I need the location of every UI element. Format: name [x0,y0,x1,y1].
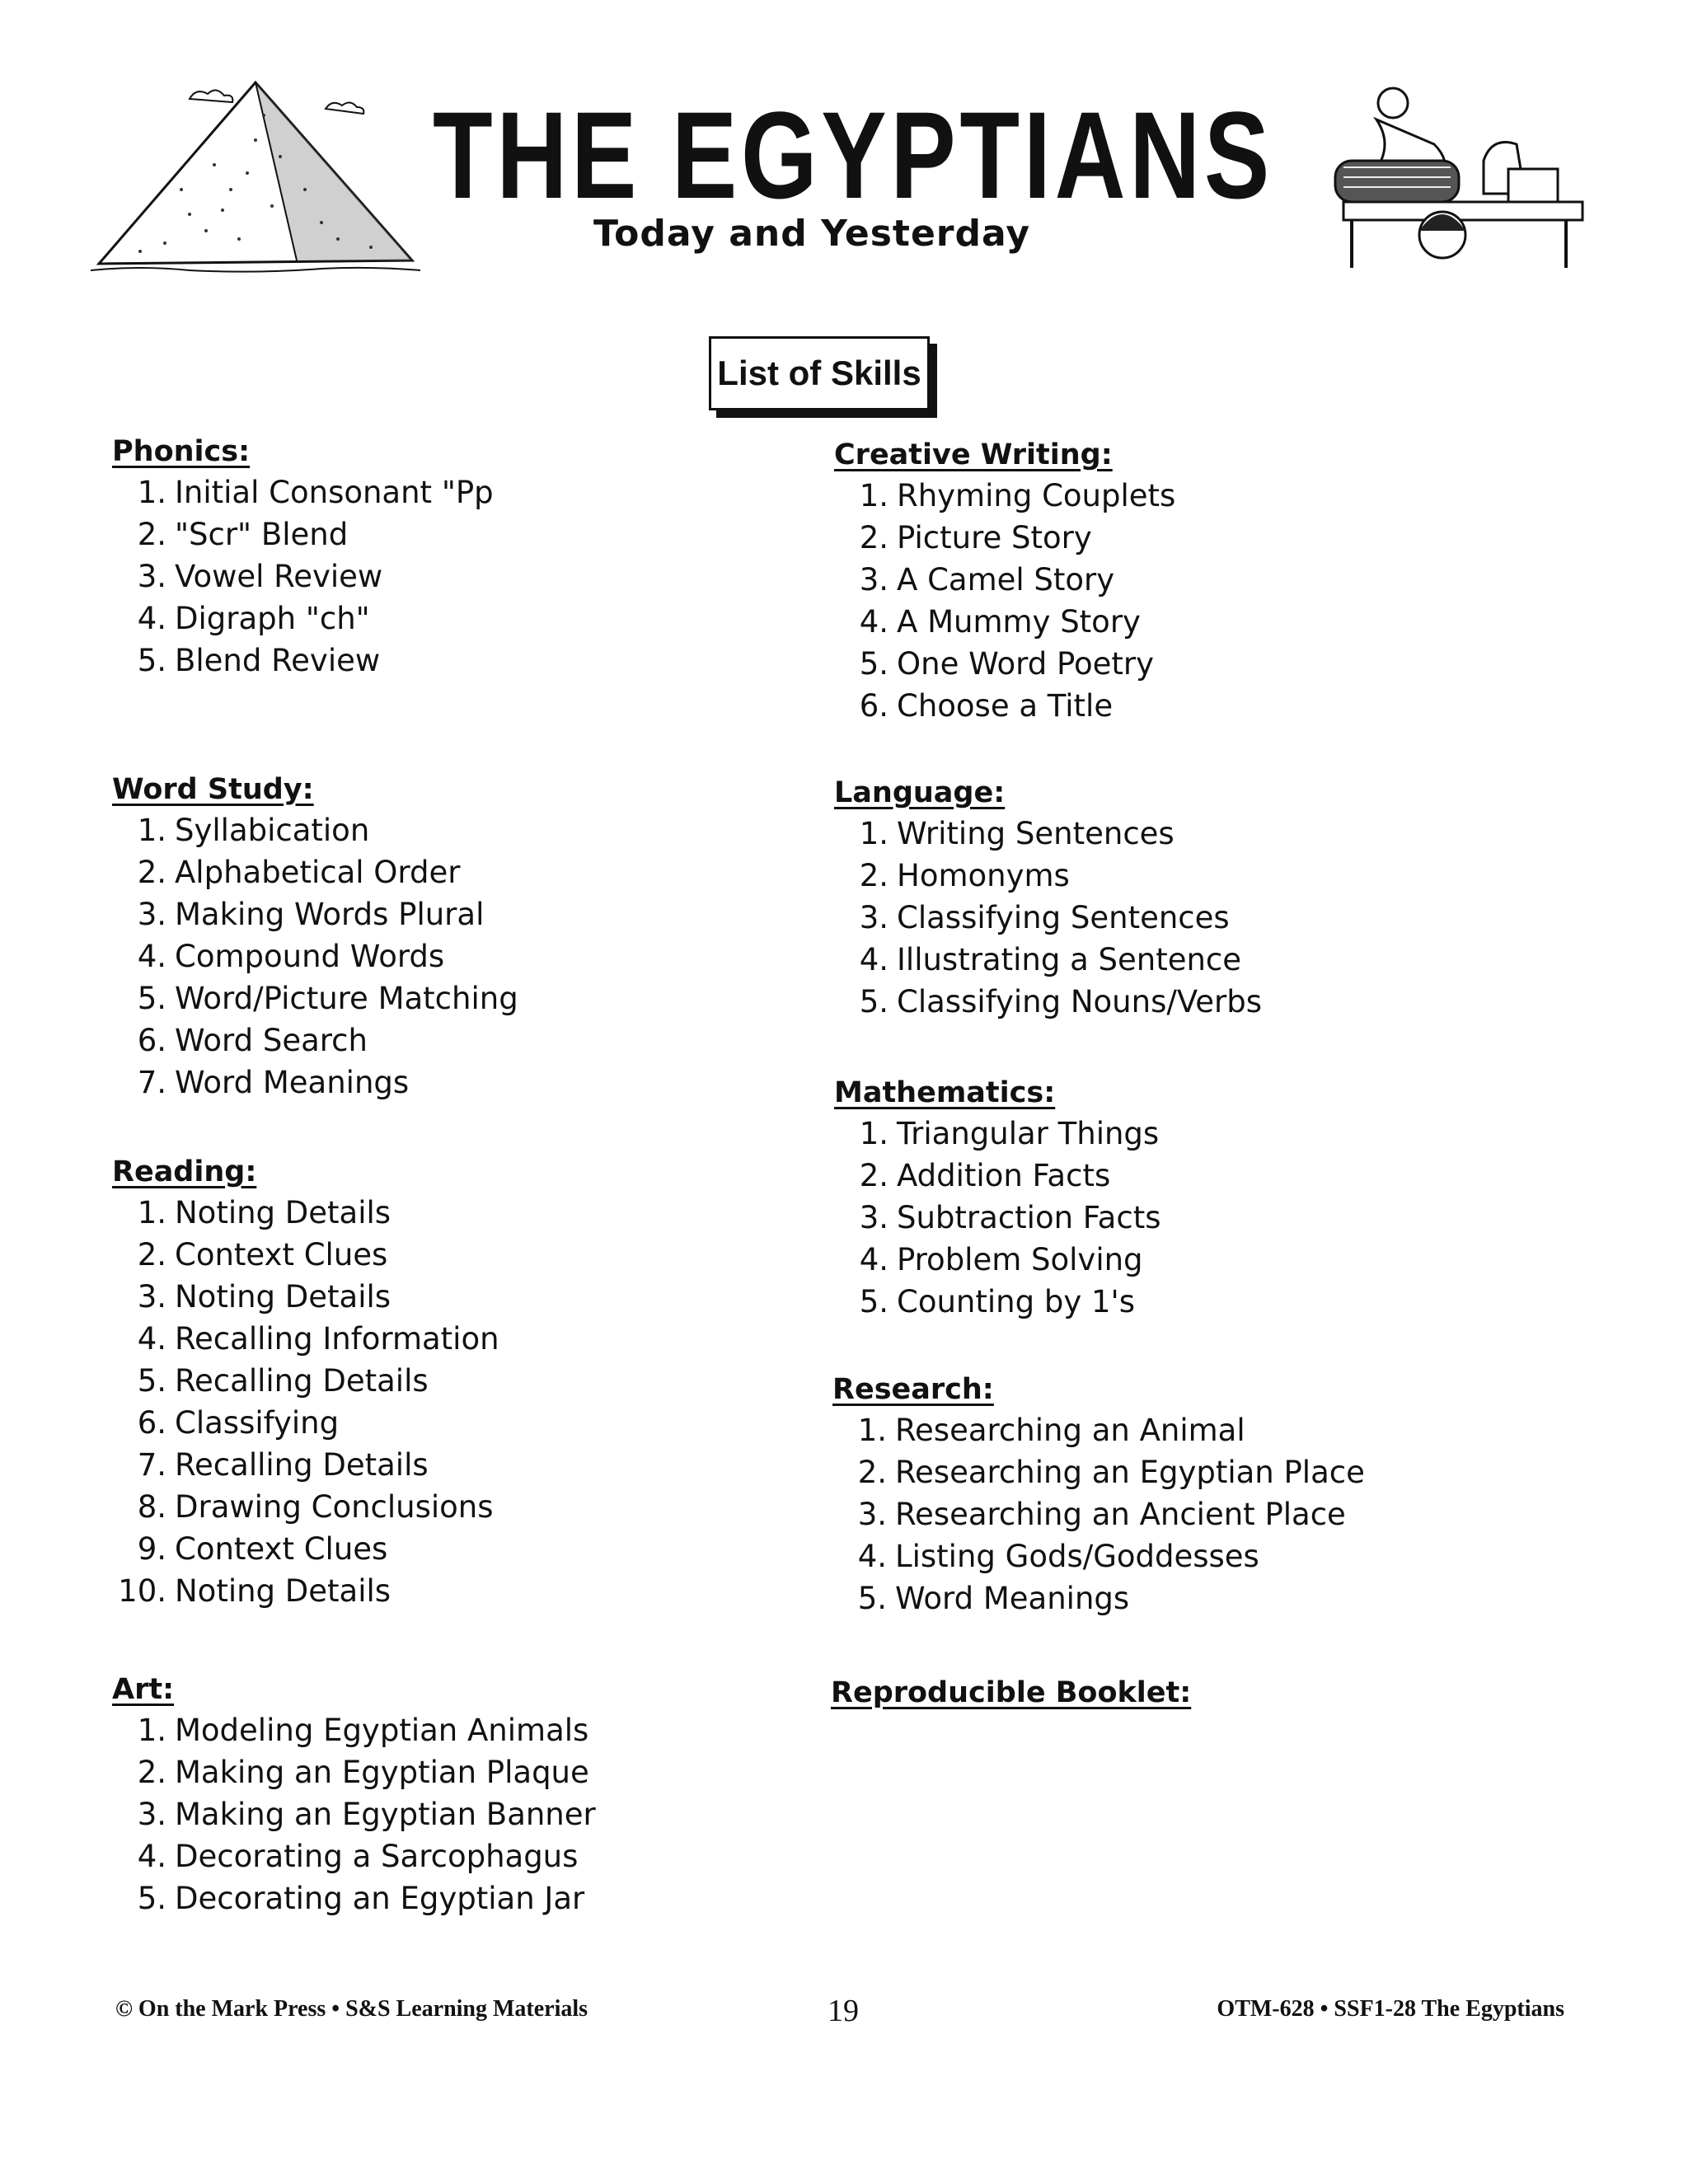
list-item: 7. Recalling Details [137,1447,429,1483]
list-item: 1. Initial Consonant "Pp [137,475,494,510]
list-item: 2. Picture Story [859,520,1092,555]
list-item: 4. A Mummy Story [859,604,1141,640]
list-item: 6. Word Search [137,1023,368,1058]
section-title: Word Study: [112,773,314,806]
section-title: Creative Writing: [834,438,1113,471]
list-item: 5. Classifying Nouns/Verbs [859,984,1263,1019]
list-item: 3. A Camel Story [859,562,1115,598]
list-item: 2. Making an Egyptian Plaque [137,1755,589,1790]
header [0,0,1688,297]
footer-publisher: © On the Mark Press • S&S Learning Materials [115,1996,588,2022]
list-item: 3. Classifying Sentences [859,900,1230,935]
section-title: Language: [834,776,1006,809]
list-item: 2. Alphabetical Order [137,855,461,890]
list-item: 2. Context Clues [137,1237,388,1272]
list-item: 3. Subtraction Facts [859,1200,1161,1235]
list-item: 2. Homonyms [859,858,1070,893]
list-item: 5. Word Meanings [857,1581,1130,1616]
section-creative-writing [834,438,1175,727]
section-mathematics [834,1076,1160,1323]
page-title-text: THE EGYPTIANS [433,86,1273,224]
list-item: 3. Making Words Plural [137,897,485,932]
skill-list [834,813,1262,1023]
list-item: 6. Choose a Title [859,688,1114,724]
list-item: 1. Writing Sentences [859,816,1175,851]
skill-list [112,471,494,682]
skill-list [834,1113,1160,1323]
list-item: 3. Researching an Ancient Place [857,1497,1346,1532]
list-item: 9. Context Clues [137,1531,388,1567]
page-number: 19 [828,1994,859,2028]
list-item: 1. Rhyming Couplets [859,478,1176,513]
skill-list [112,1709,596,1919]
section-art [112,1673,596,1919]
list-item: 5. One Word Poetry [859,646,1154,682]
list-item: 5. Word/Picture Matching [137,981,518,1016]
section-reading [112,1155,499,1612]
list-item: 1. Syllabication [137,813,370,848]
list-item: 1. Researching an Animal [857,1413,1245,1448]
list-item: 4. Recalling Information [137,1321,499,1357]
section-reproducible-booklet [831,1676,1191,1713]
section-title: Phonics: [112,435,251,468]
list-item: 1. Triangular Things [859,1116,1160,1151]
list-item: 3. Noting Details [137,1279,392,1315]
skill-list [834,475,1175,727]
footer-product-code: OTM-628 • SSF1-28 The Egyptians [1217,1996,1564,2022]
list-item: 4. Compound Words [137,939,445,974]
list-item: 4. Listing Gods/Goddesses [857,1539,1259,1574]
list-item: 1. Modeling Egyptian Animals [137,1713,589,1748]
section-language [834,776,1262,1023]
page-subtitle: Today and Yesterday [593,213,1031,255]
list-item: 6. Classifying [137,1405,340,1441]
list-item: 4. Illustrating a Sentence [859,942,1242,977]
list-item: 8. Drawing Conclusions [137,1489,494,1525]
section-title: Research: [832,1373,994,1406]
list-item: 4. Digraph "ch" [137,601,370,636]
section-title: Reproducible Booklet: [831,1676,1192,1709]
section-phonics [112,435,494,682]
skill-list [832,1409,1365,1619]
section-title: Reading: [112,1155,257,1188]
section-title: Art: [112,1673,175,1706]
list-item: 5. Decorating an Egyptian Jar [137,1881,585,1916]
scribe-illustration [1319,78,1591,276]
list-item: 1. Noting Details [137,1195,392,1230]
pyramid-illustration [91,66,437,288]
skill-list [112,1192,499,1612]
section-word-study [112,773,518,1104]
list-item: 7. Word Meanings [137,1065,410,1100]
list-of-skills-heading: List of Skills [709,336,930,410]
list-item: 5. Recalling Details [137,1363,429,1399]
section-research [832,1373,1365,1619]
list-item: 5. Blend Review [137,643,381,678]
list-item: 5. Counting by 1's [859,1284,1135,1319]
list-item: 2. "Scr" Blend [137,517,349,552]
list-item: 2. Addition Facts [859,1158,1111,1193]
section-title: Mathematics: [834,1076,1056,1109]
list-item: 10. Noting Details [118,1573,392,1609]
list-item: 2. Researching an Egyptian Place [857,1455,1365,1490]
list-item: 4. Problem Solving [859,1242,1143,1277]
list-item: 3. Making an Egyptian Banner [137,1797,596,1832]
list-item: 4. Decorating a Sarcophagus [137,1839,579,1874]
list-item: 3. Vowel Review [137,559,383,594]
skill-list [112,809,518,1104]
